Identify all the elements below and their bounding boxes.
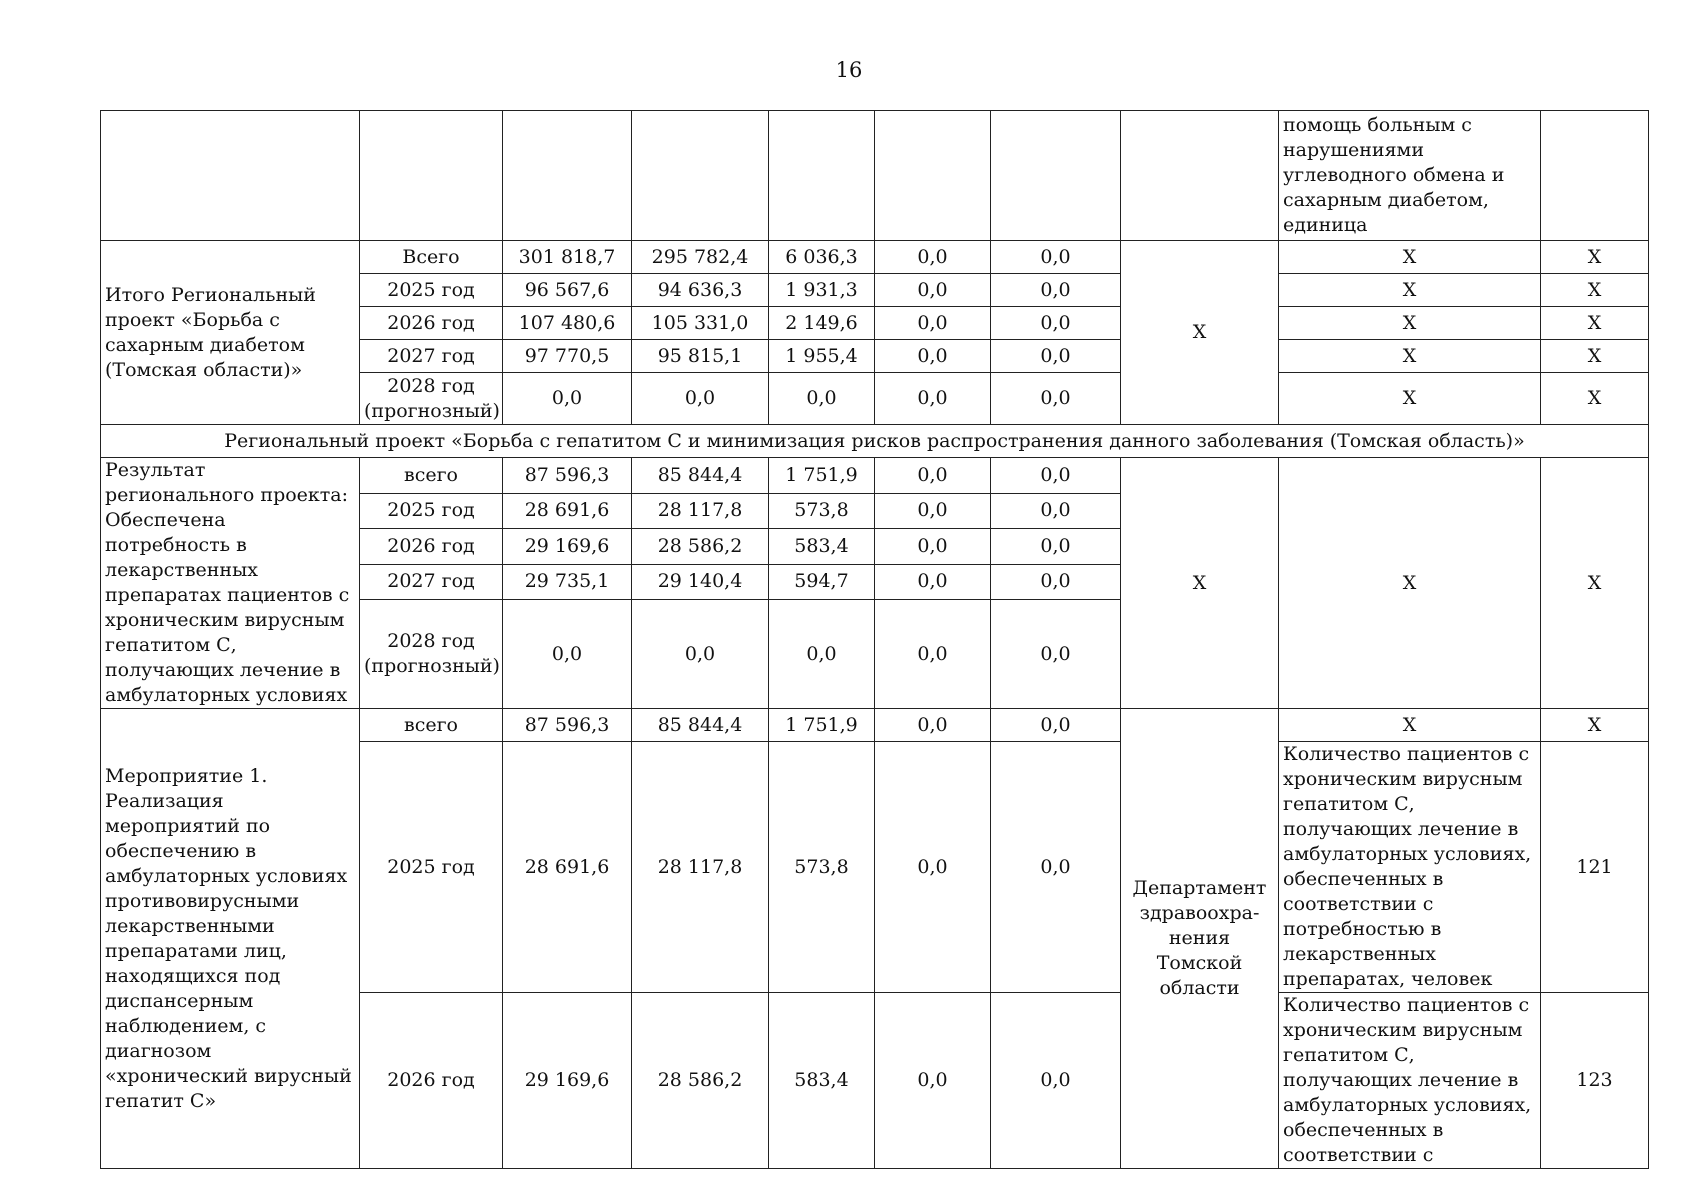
year-cell: 2026 год [360, 307, 503, 340]
table-row [101, 709, 1649, 742]
responsible-cell: Департамент здравоохра-нения Томской области [1121, 709, 1279, 1169]
regional-cell: 573,8 [769, 742, 875, 993]
budget-table [100, 110, 1649, 1169]
year-cell: 2027 год [360, 340, 503, 373]
itogo-label: Итого Региональный проект «Борьба с сахарным диабетом (Томская области)» [101, 241, 360, 425]
other-cell: 0,0 [991, 274, 1121, 307]
federal-cell: 0,0 [632, 373, 769, 425]
total-cell: 28 691,6 [503, 742, 632, 993]
value-cell: 123 [1541, 993, 1649, 1169]
federal-cell: 95 815,1 [632, 340, 769, 373]
indicator-cell: Х [1279, 709, 1541, 742]
regional-cell: 6 036,3 [769, 241, 875, 274]
page-number: 16 [835, 58, 863, 82]
value-cell: Х [1541, 241, 1649, 274]
table-row [101, 458, 1649, 494]
total-cell: 301 818,7 [503, 241, 632, 274]
value-cell: Х [1541, 340, 1649, 373]
federal-cell: 85 844,4 [632, 709, 769, 742]
value-cell: Х [1541, 274, 1649, 307]
regional-cell: 2 149,6 [769, 307, 875, 340]
continuation-row [101, 111, 1649, 241]
municipal-cell: 0,0 [875, 993, 991, 1169]
municipal-cell: 0,0 [875, 340, 991, 373]
other-cell: 0,0 [991, 564, 1121, 600]
year-cell: 2026 год [360, 529, 503, 565]
indicator-cell: Количество пациентов с хроническим вирусным гепатитом С, получающих лечение в амбулаторных условиях, обеспеченных в соответствии с потребностью в лекарственных препаратах, человек [1279, 742, 1541, 993]
other-cell: 0,0 [991, 600, 1121, 709]
other-cell: 0,0 [991, 307, 1121, 340]
year-cell: 2026 год [360, 993, 503, 1169]
regional-cell: 583,4 [769, 529, 875, 565]
total-cell: 87 596,3 [503, 709, 632, 742]
indicator-cell: Х [1279, 373, 1541, 425]
total-cell: 107 480,6 [503, 307, 632, 340]
municipal-cell: 0,0 [875, 493, 991, 529]
federal-cell: 105 331,0 [632, 307, 769, 340]
other-cell: 0,0 [991, 241, 1121, 274]
other-cell: 0,0 [991, 493, 1121, 529]
value-cell: 121 [1541, 742, 1649, 993]
indicator-cell: Количество пациентов с хроническим вирусным гепатитом С, получающих лечение в амбулаторных условиях, обеспеченных в соответствии с [1279, 993, 1541, 1169]
responsible-cell: Х [1121, 458, 1279, 709]
year-cell: 2027 год [360, 564, 503, 600]
municipal-cell: 0,0 [875, 709, 991, 742]
value-cell: Х [1541, 458, 1649, 709]
regional-cell: 573,8 [769, 493, 875, 529]
municipal-cell: 0,0 [875, 373, 991, 425]
regional-cell: 1 751,9 [769, 709, 875, 742]
regional-cell: 594,7 [769, 564, 875, 600]
year-cell: 2028 год (прогнозный) [360, 600, 503, 709]
section-row [101, 425, 1649, 458]
regional-cell: 1 751,9 [769, 458, 875, 494]
other-cell: 0,0 [991, 709, 1121, 742]
total-cell: 29 169,6 [503, 993, 632, 1169]
result-label: Результат регионального проекта: Обеспечена потребность в лекарственных препаратах пациентов с хроническим вирусным гепатитом С, получающих лечение в амбулаторных условиях [101, 458, 360, 709]
municipal-cell: 0,0 [875, 529, 991, 565]
indicator-cell: помощь больным с нарушениями углеводного обмена и сахарным диабетом, единица [1279, 111, 1541, 241]
year-cell: 2025 год [360, 274, 503, 307]
indicator-cell: Х [1279, 340, 1541, 373]
total-cell: 29 169,6 [503, 529, 632, 565]
municipal-cell: 0,0 [875, 307, 991, 340]
year-cell: всего [360, 458, 503, 494]
federal-cell: 94 636,3 [632, 274, 769, 307]
value-cell: Х [1541, 373, 1649, 425]
federal-cell: 295 782,4 [632, 241, 769, 274]
municipal-cell: 0,0 [875, 274, 991, 307]
year-cell: всего [360, 709, 503, 742]
total-cell: 0,0 [503, 600, 632, 709]
federal-cell: 0,0 [632, 600, 769, 709]
value-cell: Х [1541, 709, 1649, 742]
total-cell: 87 596,3 [503, 458, 632, 494]
indicator-cell: Х [1279, 241, 1541, 274]
total-cell: 97 770,5 [503, 340, 632, 373]
total-cell: 28 691,6 [503, 493, 632, 529]
federal-cell: 85 844,4 [632, 458, 769, 494]
measure-label: Мероприятие 1. Реализация мероприятий по обеспечению в амбулаторных условиях противовирусными лекарственными препаратами лиц, находящихся под диспансерным наблюдением, с диагнозом «хронический вирусный гепатит С» [101, 709, 360, 1169]
federal-cell: 28 586,2 [632, 993, 769, 1169]
other-cell: 0,0 [991, 340, 1121, 373]
regional-cell: 583,4 [769, 993, 875, 1169]
regional-cell: 0,0 [769, 600, 875, 709]
total-cell: 96 567,6 [503, 274, 632, 307]
federal-cell: 28 117,8 [632, 742, 769, 993]
indicator-cell: Х [1279, 458, 1541, 709]
total-cell: 0,0 [503, 373, 632, 425]
other-cell: 0,0 [991, 529, 1121, 565]
regional-cell: 0,0 [769, 373, 875, 425]
federal-cell: 29 140,4 [632, 564, 769, 600]
responsible-cell: Х [1121, 241, 1279, 425]
section-title: Региональный проект «Борьба с гепатитом С и минимизация рисков распространения данного заболевания (Томская область)» [101, 425, 1649, 458]
other-cell: 0,0 [991, 993, 1121, 1169]
other-cell: 0,0 [991, 742, 1121, 993]
other-cell: 0,0 [991, 458, 1121, 494]
municipal-cell: 0,0 [875, 458, 991, 494]
year-cell: 2028 год (прогнозный) [360, 373, 503, 425]
year-cell: 2025 год [360, 493, 503, 529]
municipal-cell: 0,0 [875, 241, 991, 274]
federal-cell: 28 117,8 [632, 493, 769, 529]
year-cell: Всего [360, 241, 503, 274]
municipal-cell: 0,0 [875, 742, 991, 993]
value-cell: Х [1541, 307, 1649, 340]
total-cell: 29 735,1 [503, 564, 632, 600]
other-cell: 0,0 [991, 373, 1121, 425]
indicator-cell: Х [1279, 274, 1541, 307]
table-row [101, 241, 1649, 274]
indicator-cell: Х [1279, 307, 1541, 340]
federal-cell: 28 586,2 [632, 529, 769, 565]
regional-cell: 1 931,3 [769, 274, 875, 307]
municipal-cell: 0,0 [875, 600, 991, 709]
municipal-cell: 0,0 [875, 564, 991, 600]
year-cell: 2025 год [360, 742, 503, 993]
regional-cell: 1 955,4 [769, 340, 875, 373]
